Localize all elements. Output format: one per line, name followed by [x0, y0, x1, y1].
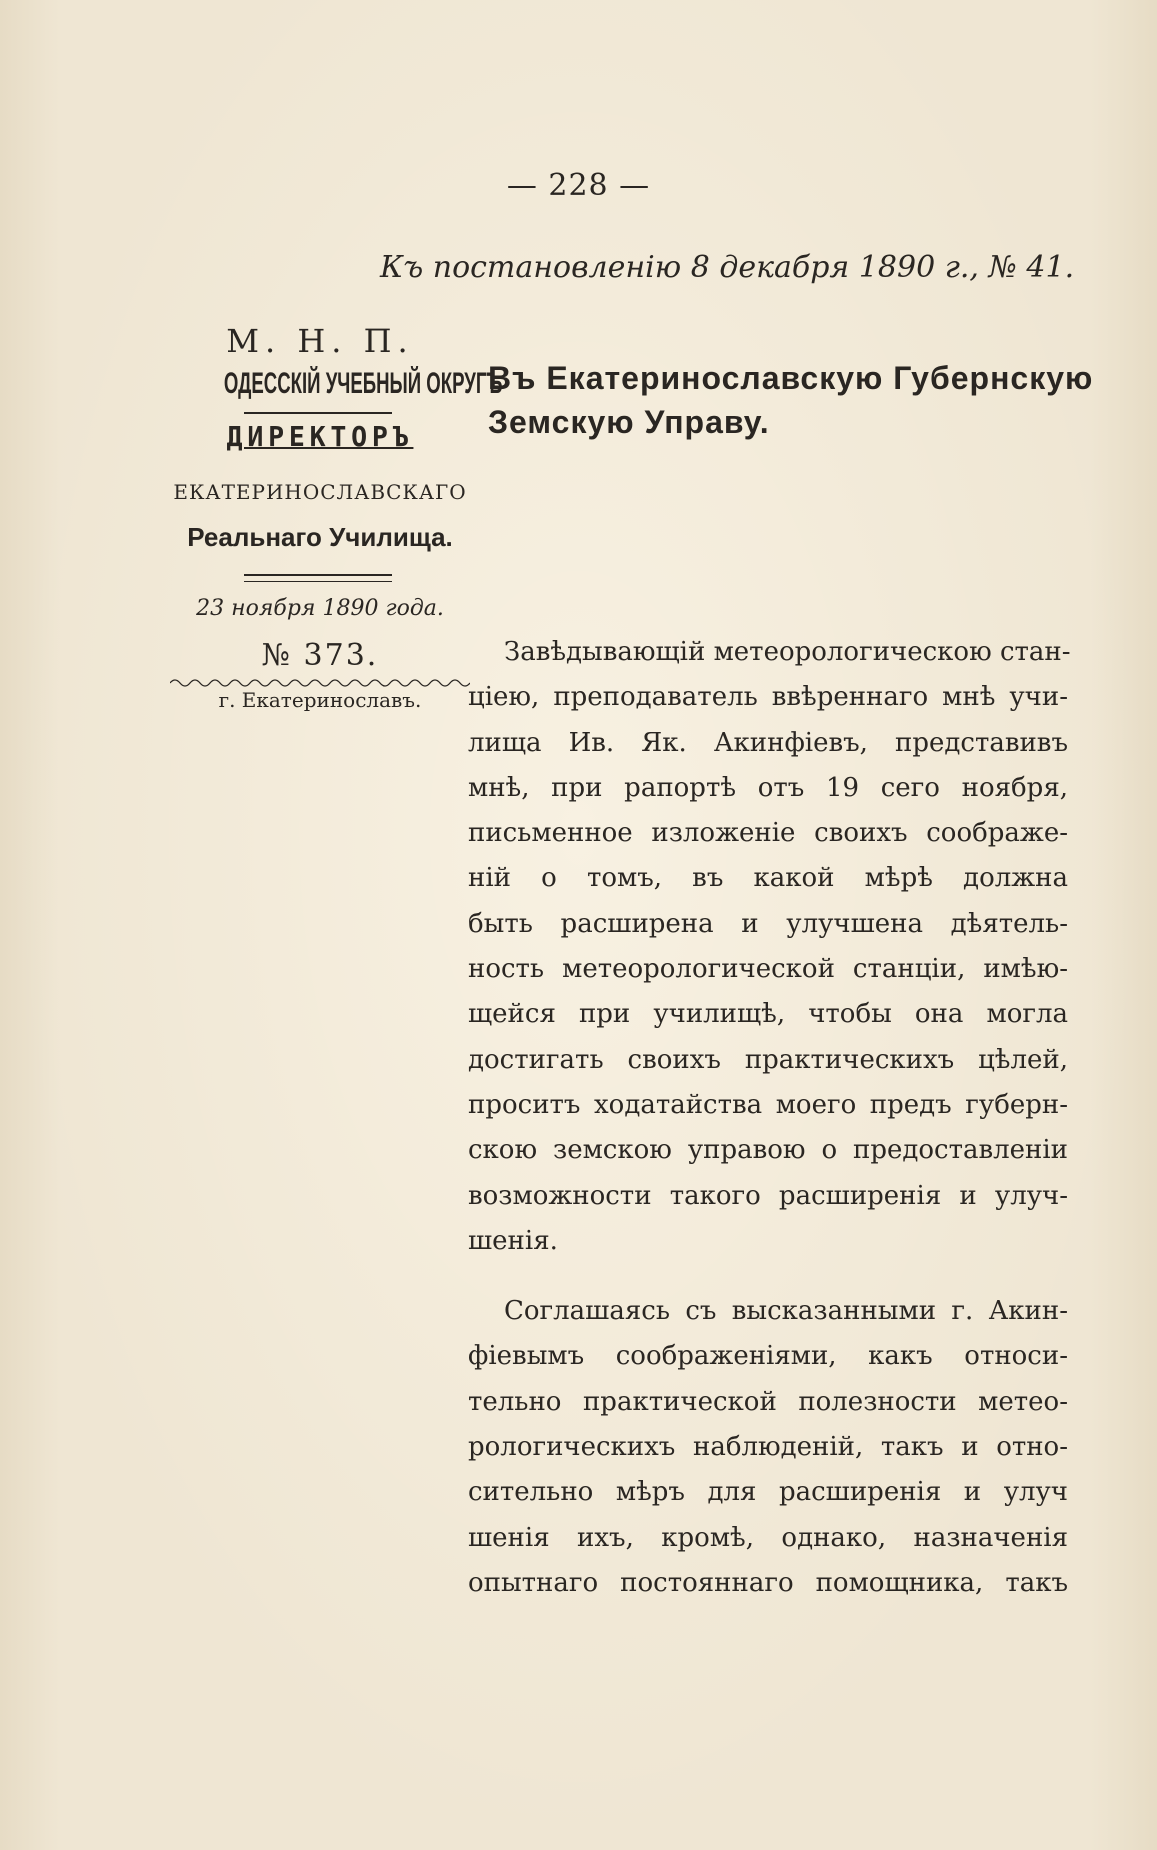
paragraph-1 [468, 630, 1071, 1264]
paragraph-2 [468, 1289, 1068, 1606]
letter-body [468, 630, 1071, 1606]
school-type: Реальнаго Училища. [187, 522, 453, 552]
director-title: ДИРЕКТОРЪ [226, 420, 414, 453]
text-line: проситъ ходатайства моего предъ губерн- [468, 1089, 1068, 1120]
text-line: лища Ив. Як. Акинфіевъ, представивъ [468, 727, 1068, 758]
text-line: ціею, преподаватель ввѣреннаго мнѣ учи- [468, 682, 1068, 713]
addressee-line: Въ Екатеринославскую Губернскую [488, 360, 1094, 396]
letterhead-double-rule-top [244, 574, 392, 576]
text-line: шенія. [468, 1225, 558, 1256]
addressee [488, 356, 1094, 444]
page-number: — 228 — [506, 168, 651, 203]
text-line: сительно мѣръ для расширенія и улуч [468, 1477, 1068, 1508]
text-line: достигать своихъ практическихъ цѣлей, [468, 1044, 1068, 1075]
text-line: шенія ихъ, кромѣ, однако, назначенія [468, 1522, 1068, 1553]
text-line: Завѣдывающій метеорологическою стан- [504, 637, 1071, 667]
text-line: опытнаго постояннаго помощника, такъ [468, 1567, 1068, 1598]
decree-reference: Къ постановленію 8 декабря 1890 г., № 41. [380, 250, 1075, 285]
text-line: Соглашаясь съ высказанными г. Акин- [504, 1296, 1068, 1327]
text-line: тельно практической полезности метео- [468, 1386, 1068, 1417]
letterhead-double-rule-bottom [244, 581, 392, 582]
school-district: ОДЕССКІЙ УЧЕБНЫЙ ОКРУГЪ [223, 367, 503, 400]
text-line: быть расширена и улучшена дѣятель- [468, 908, 1068, 939]
text-line: фіевымъ соображеніями, какъ относи- [468, 1341, 1068, 1372]
ministry-abbreviation: М. Н. П. [226, 322, 414, 360]
text-line: возможности такого расширенія и улуч- [468, 1180, 1068, 1211]
text-line: ность метеорологической станціи, имѣю- [468, 954, 1068, 985]
letterhead-rule [244, 412, 392, 414]
text-line: ній о томъ, въ какой мѣрѣ должна [468, 863, 1068, 894]
letter-city: г. Екатеринославъ. [218, 688, 422, 712]
text-line: мнѣ, при рапортѣ отъ 19 сего ноября, [468, 772, 1068, 803]
letter-number: № 373. [261, 638, 379, 673]
text-line: рологическихъ наблюденій, такъ и отно- [468, 1432, 1068, 1463]
text-line: скою земскою управою о предоставленіи [468, 1135, 1068, 1166]
letter-date: 23 ноября 1890 года. [196, 596, 444, 621]
addressee-line: Земскую Управу. [488, 404, 770, 440]
text-line: письменное изложеніе своихъ соображе- [468, 818, 1068, 849]
text-line: щейся при училищѣ, чтобы она могла [468, 999, 1068, 1030]
school-city-name: ЕКАТЕРИНОСЛАВСКАГО [173, 480, 467, 504]
